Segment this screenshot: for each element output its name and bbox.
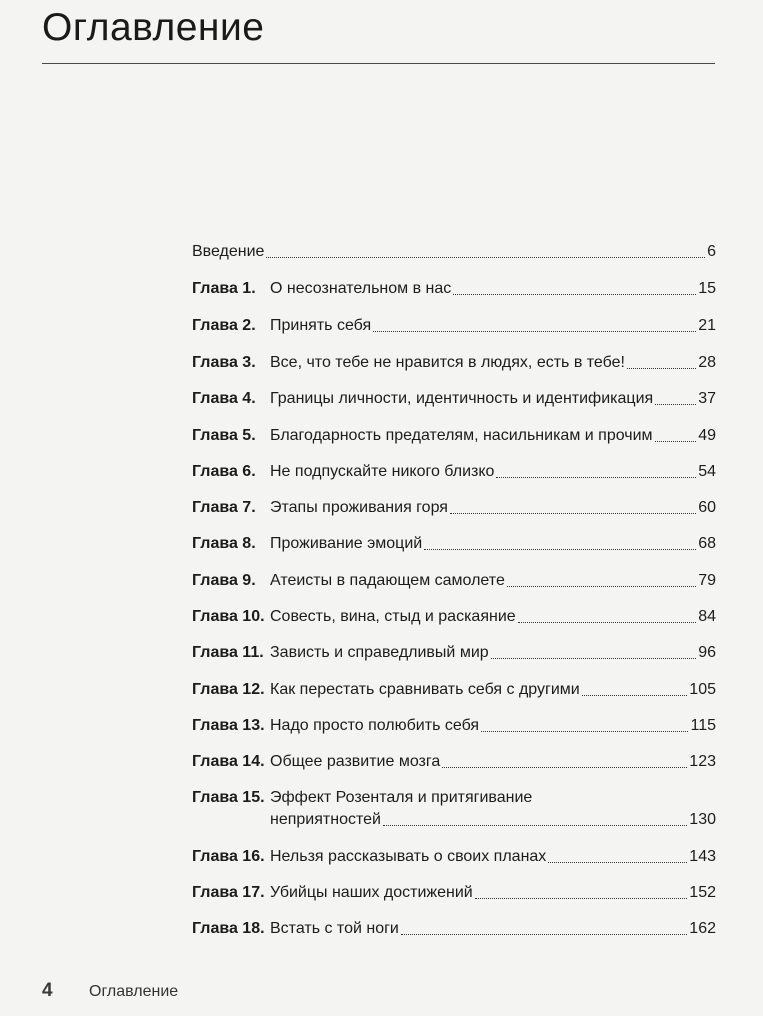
dot-leader [655,404,696,405]
dot-leader [582,695,688,696]
toc-entry-page: 54 [698,463,716,480]
toc-entry-title: Общее развитие мозга [270,753,441,770]
toc-entry-chapter-5[interactable] [192,425,716,447]
chapter-label: Глава 8. [192,535,256,552]
dot-leader [383,825,687,826]
toc-entry-chapter-12[interactable] [192,679,716,701]
toc-entry-chapter-15-line-2[interactable] [192,809,716,831]
chapter-label: Глава 2. [192,317,256,334]
toc-entry-page: 152 [689,884,716,901]
toc-entry-chapter-17[interactable] [192,882,716,904]
toc-entry-title: Совесть, вина, стыд и раскаяние [270,608,516,625]
chapter-label: Глава 10. [192,608,265,625]
dot-leader [507,586,696,587]
dot-leader [266,257,705,258]
dot-leader [518,622,697,623]
toc-entry-title: Все, что тебе не нравится в людях, есть в тебе! [270,354,625,371]
toc-entry-page: 15 [698,280,716,297]
toc-entry-chapter-18[interactable] [192,918,716,940]
toc-entry-page: 105 [689,681,716,698]
toc-entry-chapter-10[interactable] [192,606,716,628]
chapter-label: Глава 15. [192,789,265,806]
toc-entry-title: Принять себя [270,317,372,334]
toc-entry-page: 60 [698,499,716,516]
toc-entry-chapter-11[interactable] [192,642,716,664]
chapter-label: Глава 14. [192,753,265,770]
chapter-label: Глава 4. [192,390,256,407]
toc-entry-chapter-14[interactable] [192,751,716,773]
dot-leader [548,862,687,863]
toc-entry-title: Встать с той ноги [270,920,399,937]
toc-entry-title-line-2: неприятностей [270,811,381,828]
toc-entry-page: 37 [698,390,716,407]
chapter-label: Глава 16. [192,848,265,865]
toc-entry-chapter-13[interactable] [192,715,716,737]
toc-entry-page: 115 [690,717,716,734]
chapter-label: Глава 9. [192,572,256,589]
toc-entry-chapter-7[interactable] [192,497,716,519]
toc-entry-title: Благодарность предателям, насильникам и прочим [270,427,653,444]
toc-entry-chapter-15-line-1[interactable] [192,787,716,809]
toc-entry-page: 68 [698,535,716,552]
toc-entry-page: 143 [689,848,716,865]
toc-entry-chapter-9[interactable] [192,570,716,592]
toc-entry-chapter-2[interactable] [192,315,716,337]
toc-entry-chapter-6[interactable] [192,461,716,483]
dot-leader [475,898,688,899]
dot-leader [373,331,696,332]
toc-entry-intro[interactable] [192,241,716,263]
chapter-label: Глава 13. [192,717,265,734]
dot-leader [442,767,687,768]
chapter-label: Глава 5. [192,427,256,444]
toc-entry-page: 130 [689,811,716,828]
chapter-label: Глава 6. [192,463,256,480]
chapter-label: Глава 18. [192,920,265,937]
toc-entry-page: 162 [689,920,716,937]
toc-entry-chapter-16[interactable] [192,846,716,868]
toc-entry-title: Введение [192,243,265,260]
chapter-label: Глава 3. [192,354,256,371]
toc-entry-chapter-3[interactable] [192,352,716,374]
toc-entry-chapter-8[interactable] [192,533,716,555]
toc-entry-title: Как перестать сравнивать себя с другими [270,681,580,698]
toc-entry-page: 49 [698,427,716,444]
page-title: Оглавление [42,6,265,49]
toc-entry-chapter-4[interactable] [192,388,716,410]
chapter-label: Глава 17. [192,884,265,901]
dot-leader [481,731,688,732]
toc-entry-page: 21 [698,317,716,334]
dot-leader [491,658,697,659]
dot-leader [453,294,696,295]
toc-entry-title: Нельзя рассказывать о своих планах [270,848,547,865]
chapter-label: Глава 1. [192,280,256,297]
toc-entry-title: Этапы проживания горя [270,499,448,516]
toc-entry-page: 123 [689,753,716,770]
dot-leader [655,441,697,442]
title-divider [42,63,715,64]
toc-entry-title: Надо просто полюбить себя [270,717,480,734]
chapter-label: Глава 12. [192,681,265,698]
chapter-label: Глава 11. [192,644,264,661]
dot-leader [401,934,687,935]
footer-page-number: 4 [42,980,53,1001]
toc-entry-chapter-1[interactable] [192,278,716,300]
toc-entry-title: Границы личности, идентичность и идентификация [270,390,654,407]
toc-entry-title: Убийцы наших достижений [270,884,473,901]
toc-entry-page: 84 [698,608,716,625]
footer-section-label: Оглавление [89,983,179,1000]
dot-leader [450,513,696,514]
toc-entry-title-line-1: Эффект Розенталя и притягивание [270,789,533,806]
dot-leader [424,549,696,550]
toc-entry-title: Зависть и справедливый мир [270,644,489,661]
toc-entry-title: Проживание эмоций [270,535,423,552]
toc-entry-page: 6 [707,243,716,260]
toc-entry-title: Не подпускайте никого близко [270,463,495,480]
toc-entry-title: О несознательном в нас [270,280,452,297]
dot-leader [496,477,696,478]
toc-entry-page: 79 [698,572,716,589]
toc-entry-page: 96 [698,644,716,661]
dot-leader [627,368,696,369]
toc-entry-page: 28 [698,354,716,371]
toc-entry-title: Атеисты в падающем самолете [270,572,505,589]
chapter-label: Глава 7. [192,499,256,516]
